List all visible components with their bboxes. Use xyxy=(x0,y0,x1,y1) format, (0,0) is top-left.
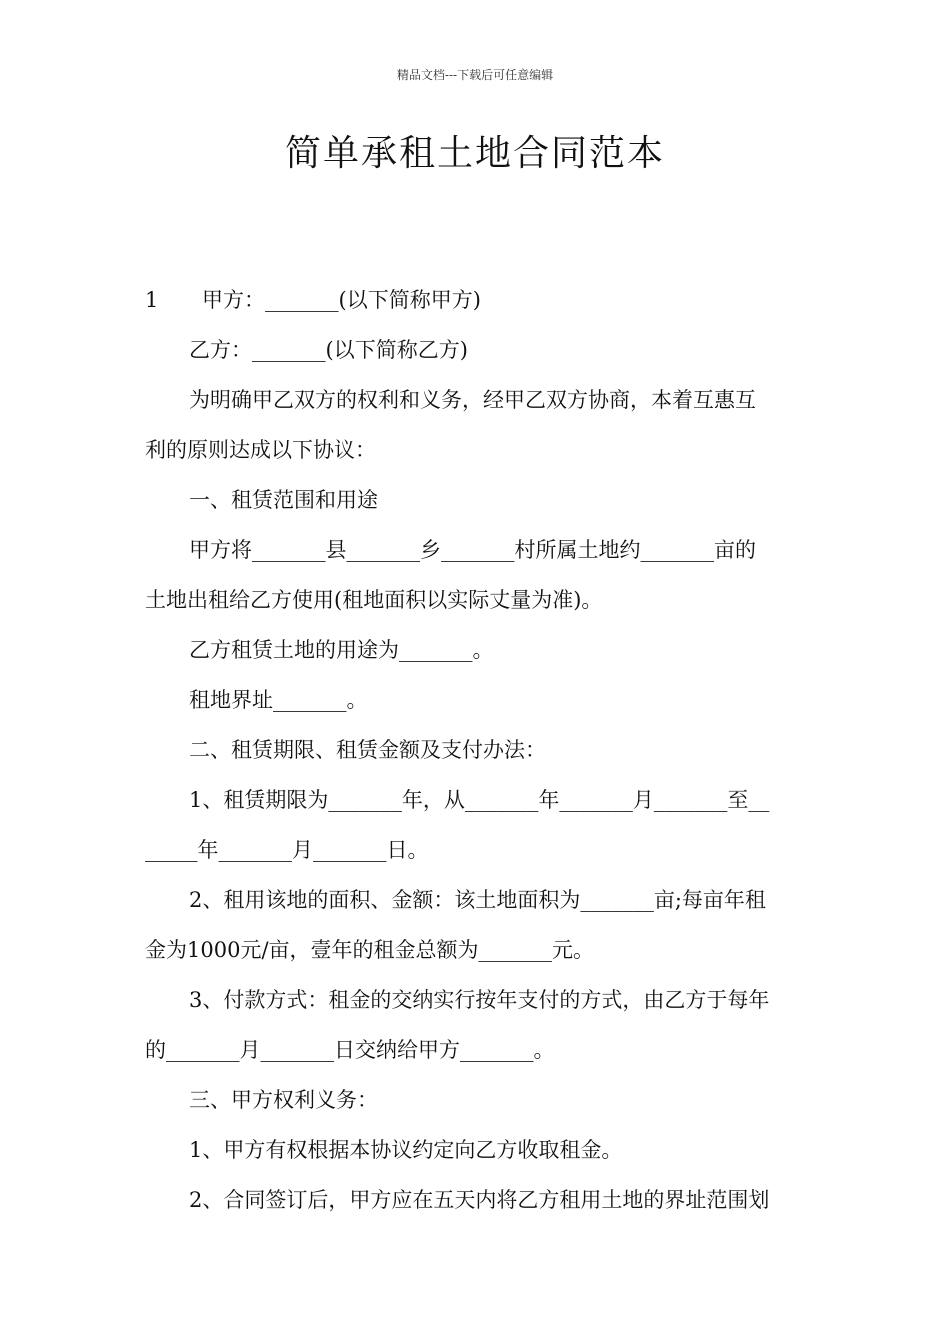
term-line-1: 1、租赁期限为_______年，从_______年_______月_______至__ xyxy=(189,788,770,812)
preamble-line-1: 为明确甲乙双方的权利和义务，经甲乙双方协商，本着互惠互 xyxy=(189,388,756,412)
amount-line-2: 金为1000元/亩，壹年的租金总额为_______元。 xyxy=(145,938,595,962)
contract-body xyxy=(145,275,810,1225)
term-line-2: _____年_______月_______日。 xyxy=(145,838,429,862)
party-b-line: 乙方：_______(以下简称乙方) xyxy=(189,338,468,362)
rights-line-1: 1、甲方有权根据本协议约定向乙方收取租金。 xyxy=(189,1138,623,1162)
payment-line-2: 的_______月_______日交纳给甲方_______。 xyxy=(145,1038,555,1062)
section-heading-1: 一、租赁范围和用途 xyxy=(189,488,378,512)
scope-line-1: 甲方将_______县_______乡_______村所属土地约_______亩的 xyxy=(189,538,756,562)
scope-line-2: 土地出租给乙方使用(租地面积以实际丈量为准)。 xyxy=(145,588,603,612)
rights-line-2: 2、合同签订后，甲方应在五天内将乙方租用土地的界址范围划 xyxy=(189,1188,770,1212)
party-a-line xyxy=(145,275,810,325)
party-a-text: 甲方：_______(以下简称甲方) xyxy=(202,288,481,312)
clause-number: 1 xyxy=(145,288,159,312)
payment-line-1: 3、付款方式：租金的交纳实行按年支付的方式，由乙方于每年 xyxy=(189,988,770,1012)
section-heading-2: 二、租赁期限、租赁金额及支付办法： xyxy=(189,738,546,762)
section-heading-3: 三、甲方权利义务： xyxy=(189,1088,378,1112)
page-header: 精品文档---下载后可任意编辑 xyxy=(396,68,554,82)
boundary-line: 租地界址_______。 xyxy=(189,688,368,712)
document-title: 简单承租土地合同范本 xyxy=(284,133,665,174)
usage-line: 乙方租赁土地的用途为_______。 xyxy=(189,638,494,662)
amount-line-1: 2、租用该地的面积、金额：该土地面积为_______亩;每亩年租 xyxy=(189,888,766,912)
preamble-line-2: 利的原则达成以下协议： xyxy=(145,438,376,462)
